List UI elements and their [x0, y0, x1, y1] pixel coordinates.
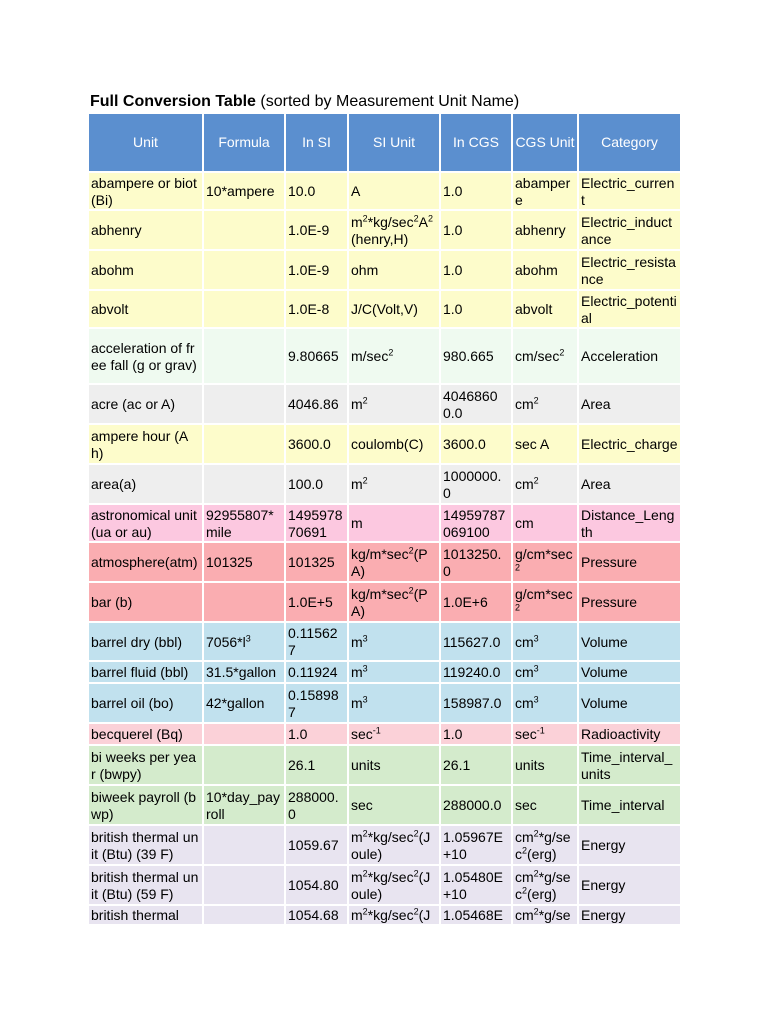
- cell-unit: bar (b): [89, 582, 203, 622]
- cell-in-si: 0.115627: [285, 622, 348, 661]
- table-row: [89, 785, 680, 825]
- cell-unit: british thermal unit (Btu) (59 F): [89, 865, 203, 905]
- cell-formula: [203, 250, 285, 290]
- table-row: [89, 683, 680, 723]
- cell-in-si: 1.0E-9: [285, 210, 348, 250]
- table-header-row: [89, 114, 680, 172]
- conversion-table-container: [89, 114, 680, 927]
- cell-in-si: 149597870691: [285, 504, 348, 542]
- cell-in-cgs: 1000000.0: [440, 464, 512, 504]
- cell-in-cgs: 119240.0: [440, 661, 512, 683]
- cell-formula: 42*gallon: [203, 683, 285, 723]
- header-in-si: In SI: [285, 114, 348, 172]
- table-row: [89, 290, 680, 328]
- cell-in-cgs: 1.0: [440, 172, 512, 210]
- cell-cgs-unit: $cm/\sec^2$: [512, 328, 578, 384]
- cell-unit: abvolt: [89, 290, 203, 328]
- cell-unit: astronomical unit (ua or au): [89, 504, 203, 542]
- cell-cgs-unit: $cm^2$: [512, 384, 578, 424]
- cell-in-cgs: 980.665: [440, 328, 512, 384]
- cell-category: Electric_charge: [578, 424, 680, 464]
- table-row: [89, 622, 680, 661]
- cell-cgs-unit: $cm^2*g/se$: [512, 905, 578, 925]
- cell-si-unit: J/C(Volt,V): [348, 290, 440, 328]
- cell-formula: $7056*l^3$: [203, 622, 285, 661]
- table-row: [89, 661, 680, 683]
- cell-si-unit: m: [348, 504, 440, 542]
- cell-category: Radioactivity: [578, 723, 680, 745]
- cell-category: Energy: [578, 905, 680, 925]
- cell-si-unit: coulomb(C): [348, 424, 440, 464]
- cell-cgs-unit: $cm^2*g/\sec^2(erg)$: [512, 865, 578, 905]
- conversion-table: [89, 114, 680, 926]
- cell-in-cgs: 1.0: [440, 290, 512, 328]
- cell-si-unit: $m^2$: [348, 464, 440, 504]
- cell-cgs-unit: sec: [512, 785, 578, 825]
- cell-category: Volume: [578, 661, 680, 683]
- cell-si-unit: $kg/m*\sec^2(PA)$: [348, 542, 440, 582]
- cell-formula: [203, 745, 285, 785]
- cell-formula: 31.5*gallon: [203, 661, 285, 683]
- cell-si-unit: units: [348, 745, 440, 785]
- cell-unit: bi weeks per year (bwpy): [89, 745, 203, 785]
- cell-si-unit: $kg/m*\sec^2(PA)$: [348, 582, 440, 622]
- cell-category: Electric_inductance: [578, 210, 680, 250]
- header-si-unit: SI Unit: [348, 114, 440, 172]
- cell-cgs-unit: abhenry: [512, 210, 578, 250]
- cell-formula: [203, 290, 285, 328]
- cell-cgs-unit: $cm^2$: [512, 464, 578, 504]
- cell-formula: [203, 723, 285, 745]
- cell-si-unit: $m/\sec^2$: [348, 328, 440, 384]
- table-row: [89, 250, 680, 290]
- cell-cgs-unit: cm: [512, 504, 578, 542]
- cell-formula: 10*ampere: [203, 172, 285, 210]
- cell-unit: british thermal: [89, 905, 203, 925]
- cell-category: Volume: [578, 622, 680, 661]
- cell-in-si: 1.0E+5: [285, 582, 348, 622]
- cell-formula: [203, 865, 285, 905]
- cell-category: Pressure: [578, 542, 680, 582]
- table-row: [89, 542, 680, 582]
- cell-si-unit: $m^2*kg/\sec^2(Joule)$: [348, 825, 440, 865]
- cell-unit: acceleration of free fall (g or grav): [89, 328, 203, 384]
- cell-in-si: 0.158987: [285, 683, 348, 723]
- cell-si-unit: $m^2*kg/\sec^2(J$: [348, 905, 440, 925]
- cell-unit: barrel fluid (bbl): [89, 661, 203, 683]
- cell-in-si: 10.0: [285, 172, 348, 210]
- cell-in-cgs: 115627.0: [440, 622, 512, 661]
- cell-si-unit: A: [348, 172, 440, 210]
- cell-formula: [203, 328, 285, 384]
- table-row: [89, 504, 680, 542]
- cell-in-cgs: 14959787069100: [440, 504, 512, 542]
- header-formula: Formula: [203, 114, 285, 172]
- cell-formula: [203, 582, 285, 622]
- cell-formula: [203, 825, 285, 865]
- table-row: [89, 745, 680, 785]
- cell-in-cgs: 1.0: [440, 723, 512, 745]
- cell-unit: abohm: [89, 250, 203, 290]
- table-row: [89, 582, 680, 622]
- cell-in-cgs: 1.0: [440, 210, 512, 250]
- cell-unit: biweek payroll (bwp): [89, 785, 203, 825]
- cell-cgs-unit: $cm^3$: [512, 683, 578, 723]
- table-row: [89, 723, 680, 745]
- cell-formula: [203, 210, 285, 250]
- cell-category: Energy: [578, 825, 680, 865]
- cell-formula: [203, 905, 285, 925]
- cell-cgs-unit: abohm: [512, 250, 578, 290]
- cell-category: Energy: [578, 865, 680, 905]
- cell-in-cgs: 1013250.0: [440, 542, 512, 582]
- cell-category: Area: [578, 464, 680, 504]
- cell-cgs-unit: $\sec^{-1}$: [512, 723, 578, 745]
- cell-cgs-unit: abampere: [512, 172, 578, 210]
- header-in-cgs: In CGS: [440, 114, 512, 172]
- cell-cgs-unit: $cm^3$: [512, 622, 578, 661]
- table-row: [89, 328, 680, 384]
- cell-cgs-unit: units: [512, 745, 578, 785]
- cell-category: Electric_resistance: [578, 250, 680, 290]
- cell-si-unit: $m^2*kg/\sec^2(Joule)$: [348, 865, 440, 905]
- cell-unit: british thermal unit (Btu) (39 F): [89, 825, 203, 865]
- cell-in-cgs: 3600.0: [440, 424, 512, 464]
- table-row: [89, 384, 680, 424]
- cell-si-unit: $m^3$: [348, 661, 440, 683]
- cell-in-cgs: 288000.0: [440, 785, 512, 825]
- cell-si-unit: sec: [348, 785, 440, 825]
- cell-category: Pressure: [578, 582, 680, 622]
- cell-in-si: 101325: [285, 542, 348, 582]
- cell-cgs-unit: $cm^2*g/\sec^2(erg)$: [512, 825, 578, 865]
- table-row: [89, 905, 680, 925]
- cell-formula: [203, 384, 285, 424]
- table-body: [89, 172, 680, 925]
- page-title-subtitle: (sorted by Measurement Unit Name): [255, 93, 520, 110]
- cell-cgs-unit: $g/cm*\sec^2$: [512, 542, 578, 582]
- cell-formula: [203, 464, 285, 504]
- cell-in-cgs: 158987.0: [440, 683, 512, 723]
- cell-in-cgs: 1.0E+6: [440, 582, 512, 622]
- cell-in-cgs: 26.1: [440, 745, 512, 785]
- cell-cgs-unit: abvolt: [512, 290, 578, 328]
- cell-category: Time_interval: [578, 785, 680, 825]
- table-row: [89, 424, 680, 464]
- cell-cgs-unit: sec A: [512, 424, 578, 464]
- cell-in-si: 26.1: [285, 745, 348, 785]
- cell-si-unit: ohm: [348, 250, 440, 290]
- cell-unit: atmosphere(atm): [89, 542, 203, 582]
- cell-in-cgs: 40468600.0: [440, 384, 512, 424]
- cell-formula: 10*day_payroll: [203, 785, 285, 825]
- cell-si-unit: $m^2*kg/\sec^2A^2$ (henry,H): [348, 210, 440, 250]
- cell-in-si: 1.0E-9: [285, 250, 348, 290]
- cell-formula: 92955807*mile: [203, 504, 285, 542]
- cell-in-cgs: 1.0: [440, 250, 512, 290]
- page-title: [90, 93, 519, 111]
- cell-si-unit: $m^2$: [348, 384, 440, 424]
- table-row: [89, 172, 680, 210]
- cell-in-si: 1054.68: [285, 905, 348, 925]
- cell-in-cgs: 1.05468E: [440, 905, 512, 925]
- cell-in-si: 288000.0: [285, 785, 348, 825]
- header-unit: Unit: [89, 114, 203, 172]
- cell-in-si: 3600.0: [285, 424, 348, 464]
- cell-unit: barrel oil (bo): [89, 683, 203, 723]
- cell-cgs-unit: $cm^3$: [512, 661, 578, 683]
- table-row: [89, 464, 680, 504]
- cell-unit: abhenry: [89, 210, 203, 250]
- cell-category: Time_interval_units: [578, 745, 680, 785]
- cell-in-cgs: 1.05967E+10: [440, 825, 512, 865]
- cell-unit: abampere or biot (Bi): [89, 172, 203, 210]
- cell-unit: area(a): [89, 464, 203, 504]
- table-row: [89, 865, 680, 905]
- cell-in-si: 1.0E-8: [285, 290, 348, 328]
- cell-category: Electric_current: [578, 172, 680, 210]
- cell-unit: ampere hour (A h): [89, 424, 203, 464]
- table-row: [89, 210, 680, 250]
- cell-formula: 101325: [203, 542, 285, 582]
- page-title-bold: Full Conversion Table: [90, 93, 256, 110]
- cell-in-si: 1.0: [285, 723, 348, 745]
- cell-si-unit: $m^3$: [348, 622, 440, 661]
- cell-formula: [203, 424, 285, 464]
- cell-in-si: 1059.67: [285, 825, 348, 865]
- cell-unit: acre (ac or A): [89, 384, 203, 424]
- cell-in-cgs: 1.05480E+10: [440, 865, 512, 905]
- cell-unit: barrel dry (bbl): [89, 622, 203, 661]
- cell-category: Volume: [578, 683, 680, 723]
- cell-category: Acceleration: [578, 328, 680, 384]
- cell-category: Area: [578, 384, 680, 424]
- cell-in-si: 100.0: [285, 464, 348, 504]
- header-category: Category: [578, 114, 680, 172]
- cell-category: Electric_potential: [578, 290, 680, 328]
- cell-category: Distance_Length: [578, 504, 680, 542]
- table-row: [89, 825, 680, 865]
- header-cgs-unit: CGS Unit: [512, 114, 578, 172]
- cell-in-si: 9.80665: [285, 328, 348, 384]
- cell-si-unit: $\sec^{-1}$: [348, 723, 440, 745]
- cell-cgs-unit: $g/cm*\sec^2$: [512, 582, 578, 622]
- cell-unit: becquerel (Bq): [89, 723, 203, 745]
- cell-in-si: 0.11924: [285, 661, 348, 683]
- cell-in-si: 4046.86: [285, 384, 348, 424]
- cell-in-si: 1054.80: [285, 865, 348, 905]
- cell-si-unit: $m^3$: [348, 683, 440, 723]
